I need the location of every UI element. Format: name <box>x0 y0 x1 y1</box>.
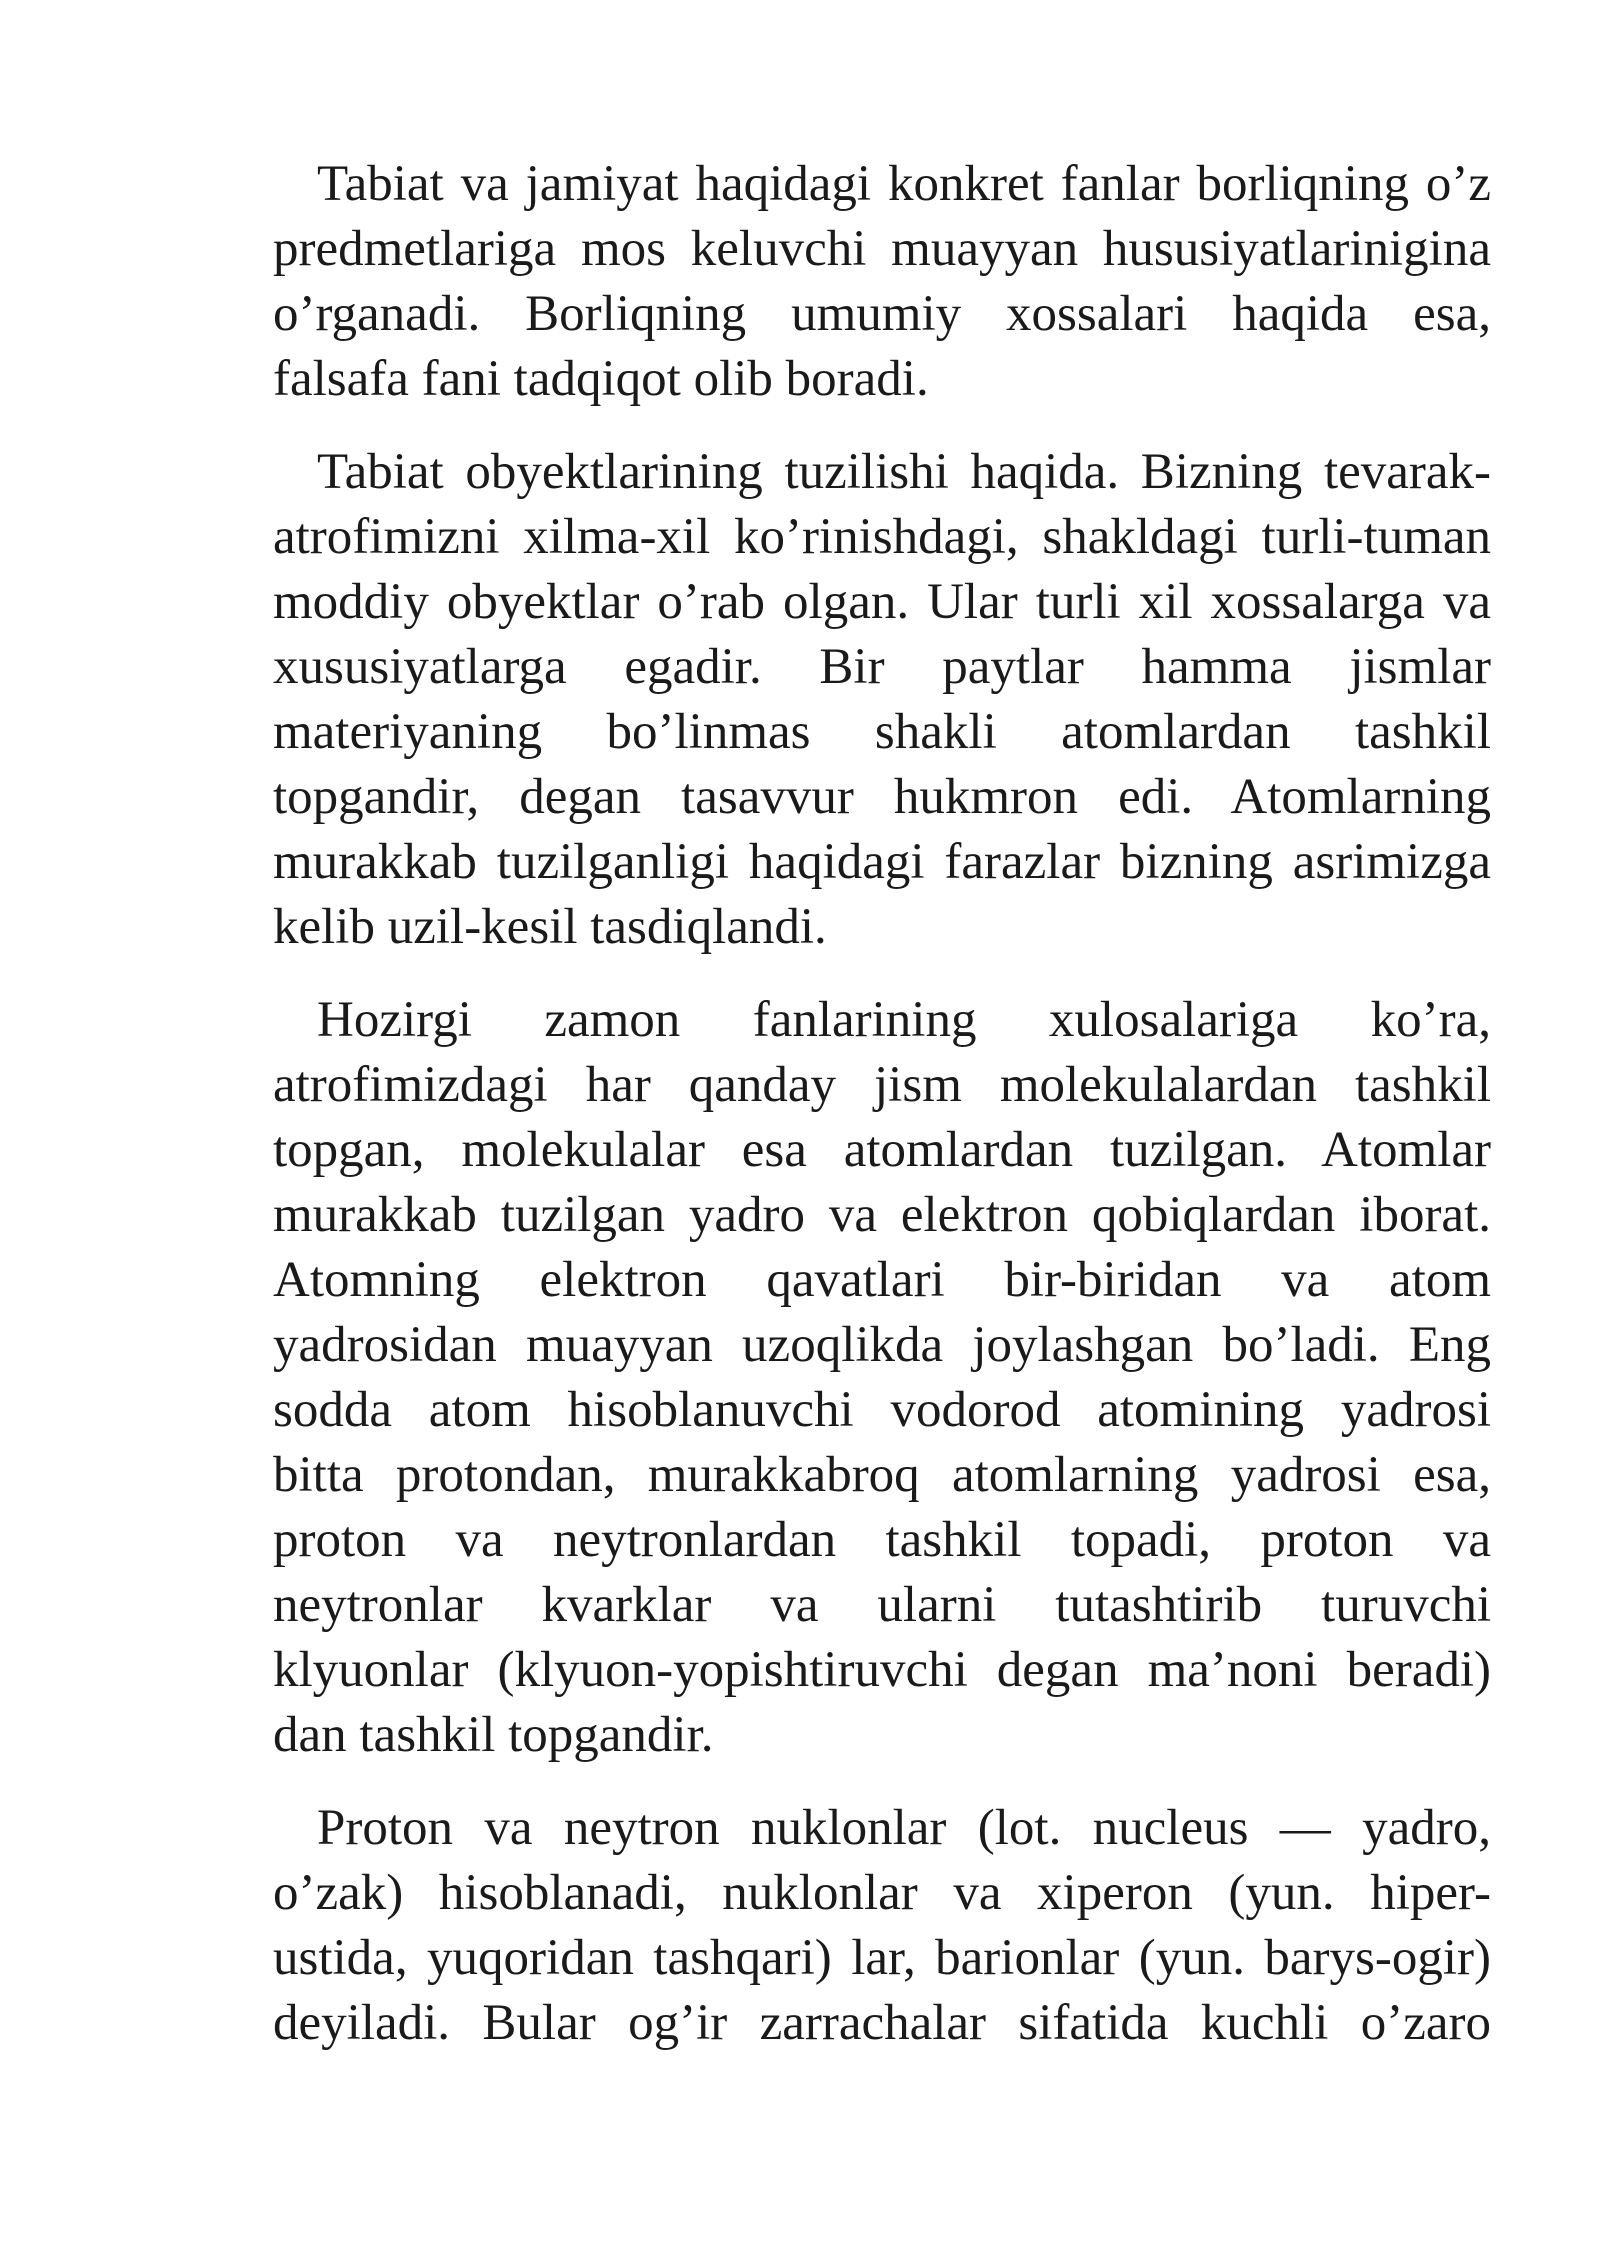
text-line: neytronlar kvarklar va ularni tutashtirib turuvchi <box>273 1577 1491 1633</box>
text-line: Proton va neytron nuklonlar (lot. nucleus — yadro, <box>317 1800 1491 1856</box>
text-line: materiyaning bo’linmas shakli atomlardan tashkil <box>273 704 1491 760</box>
text-line: topgandir, degan tasavvur hukmron edi. Atomlarning <box>273 769 1491 825</box>
text-line: bitta protondan, murakkabroq atomlarning yadrosi esa, <box>273 1447 1491 1503</box>
page-body <box>229 152 1491 2084</box>
text-line: falsafa fani tadqiqot olib boradi. <box>273 351 929 407</box>
text-line: Tabiat obyektlarining tuzilishi haqida. Bizning tevarak- <box>317 444 1491 500</box>
text-line: proton va neytronlardan tashkil topadi, proton va <box>273 1512 1491 1568</box>
text-line: yadrosidan muayyan uzoqlikda joylashgan bo’ladi. Eng <box>273 1317 1491 1373</box>
text-line: sodda atom hisoblanuvchi vodorod atomining yadrosi <box>273 1382 1491 1438</box>
text-line: o’zak) hisoblanadi, nuklonlar va xiperon (yun. hiper- <box>273 1865 1491 1921</box>
text-line: ustida, yuqoridan tashqari) lar, barionlar (yun. barys-ogir) <box>273 1930 1491 1986</box>
text-line: murakkab tuzilgan yadro va elektron qobiqlardan iborat. <box>273 1187 1491 1243</box>
text-line: dan tashkil topgandir. <box>273 1707 714 1763</box>
paragraph-3 <box>229 988 1491 1768</box>
text-line: topgan, molekulalar esa atomlardan tuzilgan. Atomlar <box>273 1122 1491 1178</box>
text-line: murakkab tuzilganligi haqidagi farazlar bizning asrimizga <box>273 834 1491 890</box>
text-line: kelib uzil-kesil tasdiqlandi. <box>273 899 827 955</box>
text-line: klyuonlar (klyuon-yopishtiruvchi degan ma’noni beradi) <box>273 1642 1491 1698</box>
paragraph-4 <box>229 1796 1491 2056</box>
text-line: predmetlariga mos keluvchi muayyan hususiyatlarinigina <box>273 221 1491 277</box>
text-line: Hozirgi zamon fanlarining xulosalariga ko’ra, <box>317 992 1491 1048</box>
paragraph-2 <box>229 440 1491 960</box>
text-line: deyiladi. Bular og’ir zarrachalar sifatida kuchli o’zaro <box>273 1995 1491 2051</box>
text-line: atrofimizni xilma-xil ko’rinishdagi, shakldagi turli-tuman <box>273 509 1491 565</box>
paragraph-1 <box>229 152 1491 412</box>
text-line: atrofimizdagi har qanday jism molekulalardan tashkil <box>273 1057 1491 1113</box>
text-line: moddiy obyektlar o’rab olgan. Ular turli xil xossalarga va <box>273 574 1491 630</box>
text-line: Atomning elektron qavatlari bir-biridan va atom <box>273 1252 1491 1308</box>
text-line: o’rganadi. Borliqning umumiy xossalari haqida esa, <box>273 286 1491 342</box>
text-line: xususiyatlarga egadir. Bir paytlar hamma jismlar <box>273 639 1491 695</box>
text-line: Tabiat va jamiyat haqidagi konkret fanlar borliqning o’z <box>317 156 1491 212</box>
